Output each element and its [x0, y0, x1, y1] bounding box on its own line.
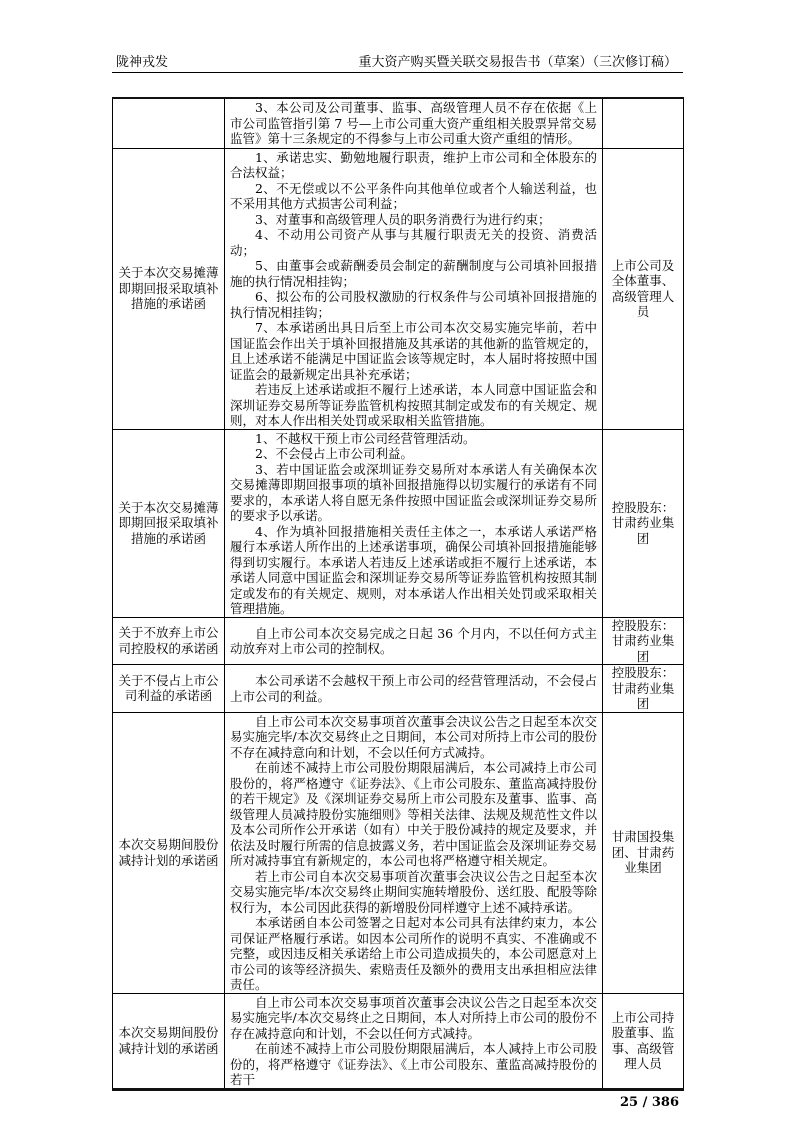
commitment-party-cell: 控股股东：甘肃药业集团	[603, 665, 684, 713]
content-paragraph: 在前述不减持上市公司股份期限届满后，本人减持上市公司股份的，将严格遵守《证券法》、《上市公司股东、董监高减持股份的若干	[230, 1041, 597, 1087]
table-row	[113, 665, 684, 713]
content-paragraph: 3、本公司及公司董事、监事、高级管理人员不存在依据《上市公司监管指引第 7 号—上市公司重大资产重组相关股票异常交易监管》第十三条规定的不得参与上市公司重大资产重组的情形。	[230, 100, 597, 146]
content-paragraph: 2、不会侵占上市公司利益。	[255, 446, 413, 461]
content-paragraph: 4、不动用公司资产从事与其履行职责无关的投资、消费活动；	[230, 227, 597, 258]
commitments-table	[112, 97, 684, 1091]
commitment-title-cell: 关于本次交易摊薄即期回报采取填补措施的承诺函	[113, 148, 225, 429]
header-doc-full-title: 重大资产购买暨关联交易报告书（草案）（三次修订稿）	[358, 55, 677, 70]
commitment-title-cell: 关于不侵占上市公司利益的承诺函	[113, 665, 225, 713]
commitment-title-cell	[113, 98, 225, 148]
content-paragraph: 6、拟公布的公司股权激励的行权条件与公司填补回报措施的执行情况相挂钩；	[230, 289, 597, 320]
table-row	[113, 148, 684, 429]
page-footer	[112, 1095, 683, 1110]
commitment-party-cell: 上市公司持股董事、监事、高级管理人员	[603, 993, 684, 1089]
content-paragraph: 自上市公司本次交易完成之日起 36 个月内，不以任何方式主动放弃对上市公司的控制权。	[230, 625, 597, 657]
header-doc-short-title: 陇神戎发	[116, 55, 169, 70]
commitment-content-cell	[225, 665, 603, 713]
table-row	[113, 993, 684, 1089]
commitment-title-cell: 本次交易期间股份减持计划的承诺函	[113, 993, 225, 1089]
content-paragraph: 自上市公司本次交易事项首次董事会决议公告之日起至本次交易实施完毕/本次交易终止之日期间，本公司对所持上市公司的股份不存在减持意向和计划，不会以任何方式减持。	[230, 713, 597, 760]
content-paragraph: 自上市公司本次交易事项首次董事会决议公告之日起至本次交易实施完毕/本次交易终止之日期间，本人对所持上市公司的股份不存在减持意向和计划，不会以任何方式减持。	[230, 994, 597, 1041]
content-paragraph: 若上市公司自本次交易事项首次董事会决议公告之日起至本次交易实施完毕/本次交易终止期间实施转增股份、送红股、配股等除权行为，本公司因此获得的新增股份同样遵守上述不减持承诺。	[230, 868, 597, 915]
commitment-content-cell	[225, 148, 603, 429]
commitment-content-cell	[225, 617, 603, 665]
table-row	[113, 617, 684, 665]
commitment-title-cell: 关于本次交易摊薄即期回报采取填补措施的承诺函	[113, 429, 225, 617]
table-row	[113, 712, 684, 993]
content-paragraph: 本公司承诺不会越权干预上市公司的经营管理活动，不会侵占上市公司的利益。	[230, 673, 597, 704]
commitment-title-cell: 本次交易期间股份减持计划的承诺函	[113, 712, 225, 993]
table-row	[113, 98, 684, 148]
document-page	[112, 55, 683, 1110]
commitment-party-cell: 甘肃国投集团、甘肃药业集团	[603, 712, 684, 993]
commitment-content-cell	[225, 429, 603, 617]
page-number: 25 / 386	[619, 1094, 679, 1110]
page-header	[112, 55, 683, 73]
commitment-party-cell: 控股股东：甘肃药业集团	[603, 429, 684, 617]
content-paragraph: 7、本承诺函出具日后至上市公司本次交易实施完毕前，若中国证监会作出关于填补回报措施及其承诺的其他新的监管规定的，且上述承诺不能满足中国证监会该等规定时，本人届时将按照中国证监会的最新规定出具补充承诺；	[230, 320, 597, 382]
commitment-title-cell: 关于不放弃上市公司控股权的承诺函	[113, 617, 225, 665]
content-paragraph: 2、不无偿或以不公平条件向其他单位或者个人输送利益，也不采用其他方式损害公司利益；	[230, 180, 597, 211]
commitment-content-cell	[225, 993, 603, 1089]
content-paragraph: 3、若中国证监会或深圳证券交易所对本承诺人有关确保本次交易摊薄即期回报事项的填补回报措施得以切实履行的承诺有不同要求的，本承诺人将自愿无条件按照中国证监会或深圳证券交易所的要求予以承诺。	[230, 461, 597, 523]
commitment-content-cell	[225, 712, 603, 993]
commitment-party-cell	[603, 98, 684, 148]
content-paragraph: 4、作为填补回报措施相关责任主体之一，本承诺人承诺严格履行本承诺人所作出的上述承诺事项，确保公司填补回报措施能够得到切实履行。本承诺人若违反上述承诺或拒不履行上述承诺，本承诺人同意中国证监会和深圳证券交易所等证券监管机构按照其制定或发布的有关规定、规则，对本承诺人作出相关处罚或采取相关管理措施。	[230, 523, 597, 616]
commitment-party-cell: 上市公司及全体董事、高级管理人员	[603, 148, 684, 429]
content-paragraph: 本承诺函自本公司签署之日起对本公司具有法律约束力，本公司保证严格履行承诺。如因本公司所作的说明不真实、不准确或不完整，或因违反相关承诺给上市公司造成损失的，本公司愿意对上市公司的该等经济损失、索赔责任及额外的费用支出承担相应法律责任。	[230, 915, 597, 992]
content-paragraph: 若违反上述承诺或拒不履行上述承诺，本人同意中国证监会和深圳证券交易所等证券监管机构按照其制定或发布的有关规定、规则，对本人作出相关处罚或采取相关监管措施。	[230, 382, 597, 428]
content-paragraph: 在前述不减持上市公司股份期限届满后，本公司减持上市公司股份的，将严格遵守《证券法》、《上市公司股东、董监高减持股份的若干规定》及《深圳证券交易所上市公司股东及董事、监事、高级管理人员减持股份实施细则》等相关法律、法规及规范性文件以及本公司所作公开承诺（如有）中关于股份减持的规定及要求，并依法及时履行所需的信息披露义务，若中国证监会及深圳证券交易所对减持事宜有新规定的，本公司也将严格遵守相关规定。	[230, 760, 597, 868]
content-paragraph: 1、承诺忠实、勤勉地履行职责，维护上市公司和全体股东的合法权益；	[230, 149, 597, 180]
commitment-party-cell: 控股股东：甘肃药业集团	[603, 617, 684, 665]
content-paragraph: 1、不越权干预上市公司经营管理活动。	[255, 430, 476, 446]
table-row	[113, 429, 684, 617]
content-paragraph: 3、对董事和高级管理人员的职务消费行为进行约束；	[255, 211, 551, 227]
commitment-content-cell	[225, 98, 603, 148]
content-paragraph: 5、由董事会或薪酬委员会制定的薪酬制度与公司填补回报措施的执行情况相挂钩；	[230, 258, 597, 289]
